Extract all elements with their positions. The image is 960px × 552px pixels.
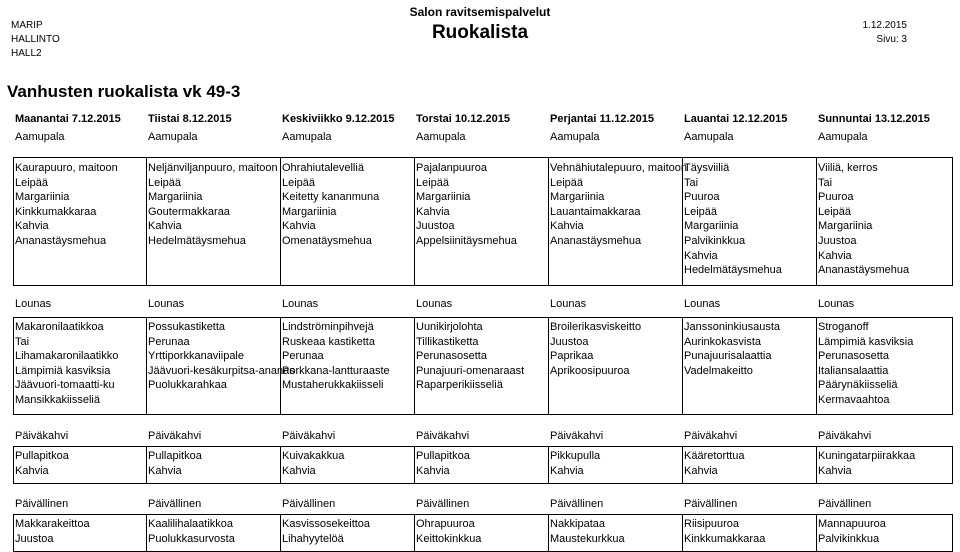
menu-item: Jäävuori-kesäkurpitsa-ananas: [148, 364, 295, 377]
header-subtitle: Salon ravitsemispalvelut: [409, 5, 551, 19]
menu-item: Puolukkasurvosta: [148, 532, 235, 545]
meal-label: Päivällinen: [818, 498, 872, 510]
menu-item: Puuroa: [818, 191, 854, 204]
menu-item: Ananastäysmehua: [818, 264, 910, 277]
menu-item: Margariinia: [148, 191, 203, 204]
menu-item: Kuivakakkua: [282, 450, 345, 462]
menu-item: Margariinia: [282, 205, 337, 218]
menu-item: Vehnähiutalepuuro, maitoon: [550, 162, 687, 174]
menu-item: Appelsiinitäysmehua: [416, 235, 517, 247]
menu-item: Janssoninkiusausta: [684, 321, 781, 333]
day-header: Keskiviikko 9.12.2015: [282, 113, 395, 125]
menu-item: Margariinia: [550, 191, 605, 204]
menu-item: Ruskeaa kastiketta: [282, 335, 375, 348]
menu-item: Kahvia: [15, 464, 49, 477]
menu-item: Kahvia: [15, 220, 49, 233]
meal-label: Lounas: [550, 298, 587, 310]
menu-item: Kahvia: [148, 220, 182, 233]
menu-item: Juustoa: [550, 335, 589, 348]
menu-item: Margariinia: [684, 220, 739, 233]
menu-item: Kahvia: [282, 220, 316, 233]
day-header: Sunnuntai 13.12.2015: [818, 113, 930, 125]
menu-item: Puolukkarahkaa: [148, 379, 227, 392]
menu-item: Kääretorttua: [684, 450, 745, 462]
meal-label: Päiväkahvi: [416, 430, 470, 442]
menu-item: Palvikinkkua: [684, 235, 746, 247]
menu-item: Leipää: [818, 205, 852, 218]
menu-item: Pullapitkoa: [416, 450, 470, 462]
day-header: Torstai 10.12.2015: [416, 113, 510, 125]
meal-label: Lounas: [15, 298, 52, 310]
menu-item: Pikkupulla: [550, 450, 601, 462]
meal-label: Päiväkahvi: [148, 430, 202, 442]
menu-item: Hedelmätäysmehua: [684, 264, 782, 277]
menu-item: Kahvia: [148, 464, 182, 477]
menu-item: Juustoa: [416, 220, 455, 233]
menu-item: Margariinia: [15, 191, 70, 204]
column-divider: [414, 447, 415, 483]
menu-item: Palvikinkkua: [818, 532, 880, 545]
menu-item: Kermavaahtoa: [818, 394, 890, 406]
header-date: 1.12.2015: [862, 20, 907, 31]
menu-item: Makkarakeittoa: [15, 518, 90, 530]
column-divider: [280, 515, 281, 551]
menu-item: Goutermakkaraa: [148, 205, 230, 218]
menu-item: Stroganoff: [818, 321, 869, 333]
menu-item: Aurinkokasvista: [684, 335, 762, 348]
menu-item: Ananastäysmehua: [15, 235, 107, 247]
menu-item: Punajuurisalaattia: [684, 350, 772, 363]
meal-label: Päiväkahvi: [550, 430, 604, 442]
column-divider: [682, 447, 683, 483]
meal-label: Päiväkahvi: [818, 430, 872, 442]
menu-item: Pajalanpuuroa: [416, 162, 487, 174]
column-divider: [146, 447, 147, 483]
menu-item: Tai: [684, 176, 699, 189]
meal-label: Lounas: [684, 298, 721, 310]
menu-item: Mansikkakiisseliä: [15, 394, 100, 406]
menu-item: Jäävuori-tomaatti-ku: [15, 379, 115, 392]
menu-item: Kasvissosekeittoa: [282, 518, 371, 530]
column-divider: [816, 515, 817, 551]
day-header: Maanantai 7.12.2015: [15, 113, 121, 125]
meal-label: Aamupala: [148, 131, 198, 143]
meal-label: Aamupala: [684, 131, 734, 143]
column-divider: [280, 447, 281, 483]
menu-item: Kahvia: [416, 464, 450, 477]
column-divider: [682, 318, 683, 414]
menu-item: Viiliä, kerros: [818, 162, 878, 174]
menu-item: Mustaherukkakiisseli: [282, 379, 384, 392]
meal-label: Päiväkahvi: [15, 430, 69, 442]
meal-label: Aamupala: [818, 131, 868, 143]
menu-item: Leipää: [15, 176, 49, 189]
menu-item: Possukastiketta: [148, 321, 226, 333]
column-divider: [414, 158, 415, 285]
column-divider: [414, 515, 415, 551]
day-header-row: [0, 113, 960, 129]
page-title: Ruokalista: [431, 22, 529, 43]
menu-item: Raparperikiisseliä: [416, 379, 503, 392]
column-divider: [682, 515, 683, 551]
page-number: Sivu: 3: [876, 34, 907, 45]
menu-item: Kaalilihalaatikkoa: [148, 518, 233, 530]
column-divider: [682, 158, 683, 285]
menu-item: Uunikirjolohta: [416, 321, 483, 333]
menu-item: Aprikoosipuuroa: [550, 364, 630, 377]
menu-item: Perunaa: [148, 335, 190, 348]
menu-item: Perunasosetta: [416, 350, 487, 363]
document-title: Vanhusten ruokalista vk 49-3: [7, 82, 241, 101]
column-divider: [146, 318, 147, 414]
menu-item: Täysviiliä: [684, 162, 730, 174]
menu-item: Pullapitkoa: [15, 450, 69, 462]
column-divider: [414, 318, 415, 414]
menu-item: Kuningatarpiirakkaa: [818, 450, 916, 462]
header-org: MARIP: [11, 20, 43, 31]
column-divider: [816, 158, 817, 285]
day-header: Perjantai 11.12.2015: [550, 113, 654, 125]
header-department: HALLINTO: [11, 34, 60, 45]
menu-item: Paprikaa: [550, 350, 594, 363]
menu-item: Porkkana-lantturaaste: [282, 364, 390, 377]
menu-item: Lämpimiä kasviksia: [818, 335, 914, 348]
menu-item: Yrttiporkkanaviipale: [148, 350, 244, 363]
menu-item: Leipää: [416, 176, 450, 189]
menu-item: Lauantaimakkaraa: [550, 205, 641, 218]
menu-item: Maustekurkkua: [550, 532, 625, 545]
menu-item: Juustoa: [818, 235, 857, 247]
meal-label: Päivällinen: [550, 498, 604, 510]
menu-item: Neljänviljanpuuro, maitoon: [148, 162, 278, 174]
menu-item: Kahvia: [818, 464, 852, 477]
menu-item: Perunaa: [282, 350, 324, 363]
meal-label: Päivällinen: [148, 498, 202, 510]
menu-item: Perunasosetta: [818, 350, 889, 363]
menu-item: Ohrapuuroa: [416, 518, 475, 530]
menu-item: Kinkkumakkaraa: [15, 205, 97, 218]
meal-label: Lounas: [416, 298, 453, 310]
column-divider: [816, 318, 817, 414]
menu-item: Tillikastiketta: [416, 335, 479, 348]
menu-item: Vadelmakeitto: [684, 364, 753, 377]
meal-label: Päiväkahvi: [684, 430, 738, 442]
menu-item: Leipää: [550, 176, 584, 189]
menu-item: Kahvia: [684, 464, 718, 477]
menu-item: Kinkkumakkaraa: [684, 532, 766, 545]
menu-item: Juustoa: [15, 532, 54, 545]
meal-label: Aamupala: [416, 131, 466, 143]
meal-label: Lounas: [282, 298, 319, 310]
column-divider: [816, 447, 817, 483]
meal-label: Päivällinen: [416, 498, 470, 510]
column-divider: [548, 447, 549, 483]
menu-item: Kahvia: [282, 464, 316, 477]
menu-item: Päärynäkiisseliä: [818, 379, 898, 392]
menu-item: Hedelmätäysmehua: [148, 235, 246, 247]
menu-item: Lihahyytelöä: [282, 532, 344, 545]
menu-item: Pullapitkoa: [148, 450, 202, 462]
menu-item: Kaurapuuro, maitoon: [15, 162, 118, 174]
header-right: [863, 19, 908, 47]
meal-label: Aamupala: [550, 131, 600, 143]
menu-item: Kahvia: [684, 249, 718, 262]
menu-item: Riisipuuroa: [684, 518, 740, 530]
menu-item: Leipää: [684, 205, 718, 218]
menu-item: Tai: [15, 335, 30, 348]
menu-item: Lihamakaronilaatikko: [15, 350, 119, 363]
header-unit: HALL2: [11, 48, 42, 59]
menu-item: Kahvia: [818, 249, 852, 262]
column-divider: [280, 158, 281, 285]
menu-item: Margariinia: [416, 191, 471, 204]
menu-item: Leipää: [282, 176, 316, 189]
menu-item: Broilerikasviskeitto: [550, 321, 642, 333]
menu-item: Lämpimiä kasviksia: [15, 364, 111, 377]
menu-item: Italiansalaattia: [818, 364, 889, 377]
menu-item: Ohrahiutalevelliä: [282, 162, 364, 174]
meal-label: Lounas: [818, 298, 855, 310]
meal-label: Päivällinen: [282, 498, 336, 510]
meal-label: Päiväkahvi: [282, 430, 336, 442]
column-divider: [548, 515, 549, 551]
meal-label: Aamupala: [282, 131, 332, 143]
menu-item: Makaronilaatikkoa: [15, 321, 104, 333]
menu-item: Ananastäysmehua: [550, 235, 642, 247]
menu-item: Tai: [818, 176, 833, 189]
meal-label: Lounas: [148, 298, 185, 310]
column-divider: [146, 515, 147, 551]
column-divider: [548, 158, 549, 285]
meal-label: Päivällinen: [684, 498, 738, 510]
menu-item: Puuroa: [684, 191, 720, 204]
day-header: Tiistai 8.12.2015: [148, 113, 232, 125]
menu-item: Leipää: [148, 176, 182, 189]
column-divider: [146, 158, 147, 285]
menu-item: Lindströminpihvejä: [282, 321, 374, 333]
menu-item: Margariinia: [818, 220, 873, 233]
menu-item: Kahvia: [550, 464, 584, 477]
menu-item: Kahvia: [416, 205, 450, 218]
day-header: Lauantai 12.12.2015: [684, 113, 788, 125]
menu-item: Omenatäysmehua: [282, 235, 372, 247]
menu-item: Nakkipataa: [550, 518, 606, 530]
menu-item: Keitetty kananmuna: [282, 191, 380, 204]
menu-item: Kahvia: [550, 220, 584, 233]
header-center: [0, 4, 960, 46]
menu-item: Keittokinkkua: [416, 532, 482, 545]
menu-item: Mannapuuroa: [818, 518, 886, 530]
meal-label: Aamupala: [15, 131, 65, 143]
menu-item: Punajuuri-omenaraast: [416, 364, 525, 377]
meal-label: Päivällinen: [15, 498, 69, 510]
column-divider: [548, 318, 549, 414]
